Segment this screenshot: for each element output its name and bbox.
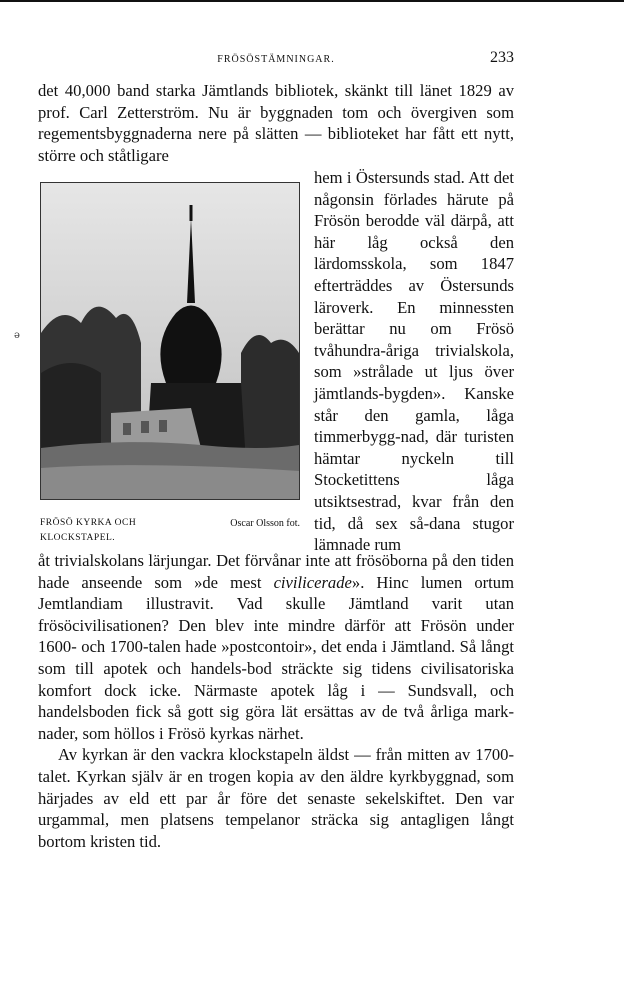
- scan-speck: ə: [14, 330, 20, 341]
- paragraph-bottom-1-part-a: åt trivialskolans lärjungar. Det förvånar inte att frösöborna på den tiden hade anseende som »de mest: [38, 551, 514, 592]
- running-title: FRÖSÖSTÄMNINGAR.: [217, 54, 335, 65]
- paragraph-bottom-1: [38, 550, 514, 744]
- top-rule: [0, 0, 624, 2]
- italic-word: civilicerade: [273, 572, 352, 592]
- page-header: [38, 49, 514, 74]
- caption-credit: Oscar Olsson fot.: [230, 518, 300, 529]
- body-text-side: [314, 167, 514, 556]
- church-photo-illustration: [41, 183, 299, 499]
- paragraph-side: hem i Östersunds stad. Att det någonsin förlades härute på Frösön berodde väl därpå, att här låg också den lärdomsskola, som 1847 efterträddes av Östersunds läroverk. En minnessten berättar nu om Frösö tvåhundra-åriga trivialskola, som »strålade ut ljus över jämtlands-bygden». Kanske står den gamla, låga timmerbygg-nad, där turisten hämtar nyckeln till Stocketittens låga utsiktsestrad, kvar från den tid, då sex så-dana stugor lämnade rum: [314, 168, 514, 555]
- body-text-top: [38, 80, 514, 166]
- page-number: 233: [490, 49, 514, 66]
- paragraph-bottom-1-part-b: ». Hinc lumen ortum Jemtlandiam illustravit. Vad skulle Jämtland varit utan frösöcivilisationen? Den blev inte mindre därför att Frösön under 1600- och 1700-talen hade »postcontoir», det enda i Jämtland. Så långt som till apotek och handels-bod sträckte sig tidens civilisatoriska komfort dock icke. Närmaste apotek låg i — Sundsvall, och handelsboden fick så gott sig göra lät ersättas av de två årliga mark-nader, som höllos i Frösö kyrkas närhet.: [38, 572, 514, 743]
- paragraph-bottom-2: Av kyrkan är den vackra klockstapeln äldst — från mitten av 1700-talet. Kyrkan själv är en trogen kopia av den äldre kyrkbyggnad, som härjades av eld ett par år före det senaste sekelskiftet. Den var urgammal, men platsens tempelanor sträcka sig antagligen långt bortom kristen tid.: [38, 745, 514, 851]
- caption-title: FRÖSÖ KYRKA OCH KLOCKSTAPEL.: [40, 518, 137, 543]
- church-photograph: [40, 182, 300, 500]
- paragraph-top: det 40,000 band starka Jämtlands bibliotek, skänkt till länet 1829 av prof. Carl Zetterström. Nu är byggnaden tom och övergiven som regementsbyggnaderna nere på slätten — biblioteket har fått ett nytt, större och ståtligare: [38, 81, 514, 165]
- body-text-bottom: [38, 550, 514, 852]
